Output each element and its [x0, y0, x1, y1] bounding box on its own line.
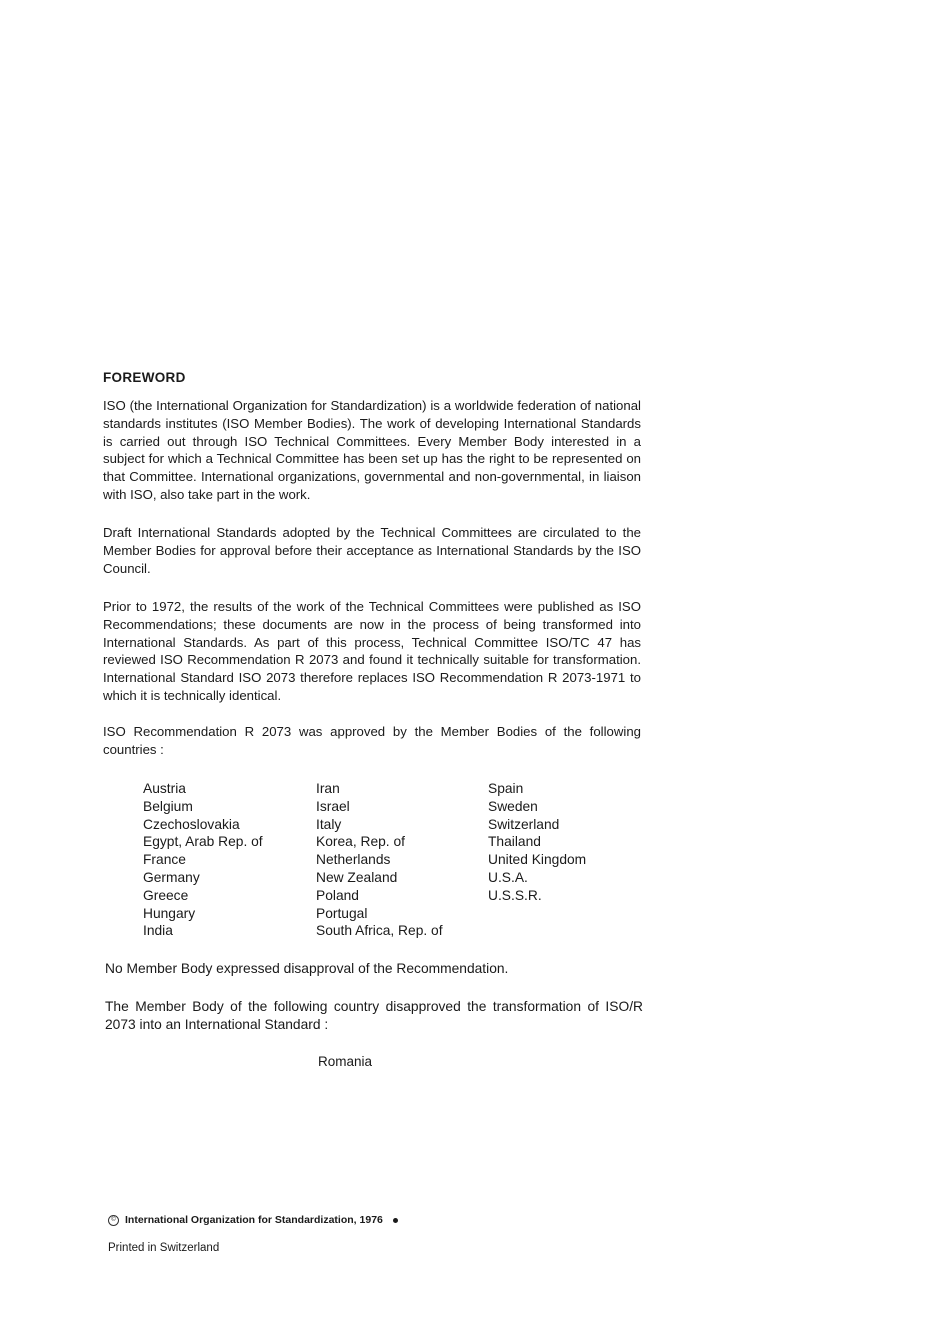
copyright-text: International Organization for Standardization, 1976 [125, 1214, 383, 1226]
country-item: Spain [488, 781, 524, 796]
countries-column-1 [143, 780, 263, 940]
foreword-paragraph-1: ISO (the International Organization for Standardization) is a worldwide federation of national standards institutes (ISO Member Bodies). The work of developing International Standards is carried out through ISO Technical Committees. Every Member Body interested in a subject for which a Technical Committee has been set up has the right to be represented on that Committee. International organizations, governmental and non-governmental, in liaison with ISO, also take part in the work. [103, 398, 641, 502]
bullet-icon [393, 1218, 398, 1223]
country-item: Netherlands [316, 852, 391, 868]
country-item: Hungary [143, 905, 196, 921]
country-item: Iran [316, 781, 340, 796]
country-item: Sweden [488, 798, 538, 814]
country-item: Austria [143, 781, 186, 796]
country-item: Korea, Rep. of [316, 834, 405, 850]
countries-column-3 [488, 780, 586, 905]
copyright-icon: © [108, 1215, 119, 1226]
countries-column-2 [316, 780, 443, 940]
disapproving-country: Romania [318, 1054, 373, 1069]
country-item: Greece [143, 887, 189, 903]
foreword-paragraph-4: ISO Recommendation R 2073 was approved by the Member Bodies of the following countries : [103, 724, 641, 757]
foreword-paragraph-5: No Member Body expressed disapproval of the Recommendation. [105, 961, 509, 976]
country-item: Thailand [488, 834, 541, 850]
foreword-paragraph-6: The Member Body of the following country disapproved the transformation of ISO/R 2073 into an International Standard : [105, 999, 643, 1032]
country-item: U.S.S.R. [488, 887, 542, 903]
country-item: Poland [316, 887, 359, 903]
foreword-paragraph-3: Prior to 1972, the results of the work of the Technical Committees were published as ISO Recommendations; these documents are now in the process of being transformed into International Standards. As part of this process, Technical Committee ISO/TC 47 has reviewed ISO Recommendation R 2073 and found it technically suitable for transformation. International Standard ISO 2073 therefore replaces ISO Recommendation R 2073-1971 to which it is technically identical. [103, 599, 641, 703]
printed-in: Printed in Switzerland [108, 1242, 220, 1254]
country-item: Germany [143, 869, 200, 885]
country-item: India [143, 923, 173, 939]
copyright-line [108, 1214, 398, 1226]
country-item: New Zealand [316, 869, 398, 885]
country-item: Portugal [316, 905, 368, 921]
country-item: Egypt, Arab Rep. of [143, 834, 263, 850]
country-item: South Africa, Rep. of [316, 923, 443, 939]
foreword-heading: FOREWORD [103, 370, 186, 385]
country-item: Switzerland [488, 816, 560, 832]
country-item: Israel [316, 798, 350, 814]
country-item: Italy [316, 816, 342, 832]
country-item: United Kingdom [488, 852, 587, 868]
foreword-paragraph-2: Draft International Standards adopted by the Technical Committees are circulated to the Member Bodies for approval before their acceptance as International Standards by the ISO Council. [103, 525, 641, 576]
country-item: France [143, 852, 186, 868]
country-item: U.S.A. [488, 869, 528, 885]
country-item: Czechoslovakia [143, 816, 240, 832]
country-item: Belgium [143, 798, 193, 814]
